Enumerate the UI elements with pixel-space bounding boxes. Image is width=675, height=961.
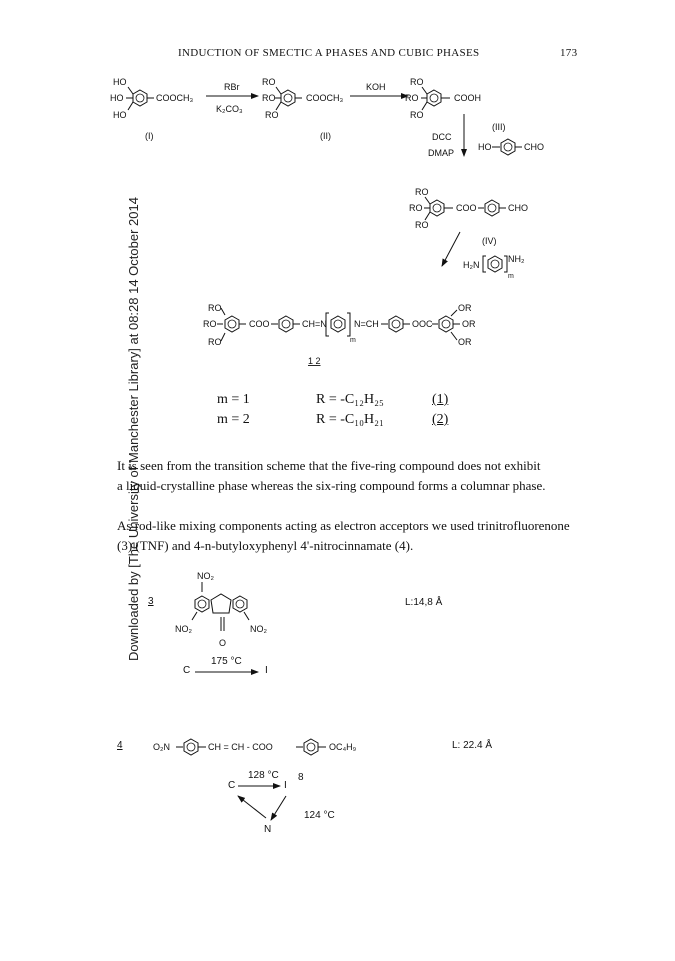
- svg-text:CHO: CHO: [508, 203, 528, 213]
- diamine: [463, 254, 525, 280]
- svg-text:COO: COO: [249, 319, 270, 329]
- compound-iii: [405, 77, 481, 120]
- svg-text:RO: RO: [265, 110, 279, 120]
- svg-text:OR: OR: [458, 303, 472, 313]
- compound-3-phase-i: I: [265, 665, 268, 676]
- svg-text:NO₂: NO₂: [175, 624, 192, 634]
- reagent-koh: KOH: [366, 82, 386, 92]
- svg-text:NH₂: NH₂: [508, 254, 525, 264]
- svg-text:NO₂: NO₂: [250, 624, 267, 634]
- svg-text:COOH: COOH: [454, 93, 481, 103]
- compound-number-1-2: 1 2: [308, 356, 321, 366]
- svg-text:CH=N: CH=N: [302, 319, 327, 329]
- paragraph-2-line-1: As rod-like mixing components acting as electron acceptors we used trinitrofluorenone: [117, 518, 570, 533]
- m-value-row-2: m = 2: [217, 412, 250, 427]
- compound-iv: [409, 187, 528, 246]
- svg-text:O₂N: O₂N: [153, 742, 170, 752]
- compound-4-temp-i-n: 124 °C: [304, 810, 335, 821]
- svg-text:RO: RO: [405, 93, 419, 103]
- compound-id-1: (1): [432, 392, 449, 407]
- compound-4-phase-n: N: [264, 824, 272, 835]
- label-i: (I): [145, 131, 154, 141]
- svg-text:RO: RO: [410, 110, 424, 120]
- svg-text:OR: OR: [462, 319, 476, 329]
- compound-3-number: 3: [148, 596, 154, 607]
- compound-4-temp-c-i: 128 °C: [248, 770, 279, 781]
- compound-3-length: L:14,8 Å: [405, 597, 443, 608]
- compound-4-structure: [153, 739, 357, 755]
- paragraph-1: [117, 456, 577, 496]
- svg-text:COO: COO: [456, 203, 477, 213]
- i-cooch3: COOCH₃: [156, 93, 194, 103]
- svg-text:RO: RO: [203, 319, 217, 329]
- compound-3-phase-c: C: [183, 665, 191, 676]
- svg-text:O: O: [219, 638, 227, 648]
- svg-text:OC₄H₉: OC₄H₉: [329, 742, 357, 752]
- compound-4-phase-c: C: [228, 780, 236, 791]
- paragraph-1-line-1: It is seen from the transition scheme that the five-ring compound does not exhibit: [117, 458, 541, 473]
- svg-text:m: m: [508, 273, 514, 280]
- i-ho-top: HO: [113, 77, 127, 87]
- svg-text:RO: RO: [208, 303, 222, 313]
- running-header-title: INDUCTION OF SMECTIC A PHASES AND CUBIC PHASES: [178, 47, 480, 59]
- m-value-row-1: m = 1: [217, 392, 250, 407]
- i-ho-bot: HO: [113, 110, 127, 120]
- svg-text:NO₂: NO₂: [197, 571, 214, 581]
- reagent-dmap: DMAP: [428, 148, 455, 158]
- svg-text:RO: RO: [409, 203, 423, 213]
- svg-text:HO: HO: [478, 142, 492, 152]
- compound-id-2: (2): [432, 412, 449, 427]
- compound-3-structure: [175, 571, 268, 648]
- svg-text:OR: OR: [458, 337, 472, 347]
- paragraph-2-line-2: (3) (TNF) and 4-n-butyloxyphenyl 4'-nitrocinnamate (4).: [117, 538, 414, 553]
- svg-text:H₂N: H₂N: [463, 260, 480, 270]
- svg-text:RO: RO: [262, 77, 276, 87]
- svg-text:RO: RO: [415, 220, 429, 230]
- svg-text:RO: RO: [208, 337, 222, 347]
- svg-text:COOCH₃: COOCH₃: [306, 93, 344, 103]
- page-number: 173: [560, 47, 578, 59]
- reagent-k2co3: K₂CO₃: [216, 104, 243, 114]
- svg-text:m: m: [350, 337, 356, 344]
- compound-3-temperature: 175 °C: [211, 656, 242, 667]
- compound-4-eight: 8: [298, 772, 304, 783]
- svg-text:RO: RO: [410, 77, 424, 87]
- svg-text:N=CH: N=CH: [354, 319, 379, 329]
- i-ho-mid: HO: [110, 93, 124, 103]
- svg-text:RO: RO: [415, 187, 429, 197]
- compound-i: [110, 77, 193, 141]
- compound-4-phase-i: I: [284, 780, 287, 791]
- svg-text:CH = CH - COO: CH = CH - COO: [208, 742, 273, 752]
- paragraph-1-line-2: a liquid-crystalline phase whereas the six-ring compound forms a columnar phase.: [117, 478, 546, 493]
- hydroxybenzaldehyde: [478, 139, 544, 155]
- compound-4-length: L: 22.4 Å: [452, 740, 493, 751]
- r-value-row-1: R = -C₁₂H₂₅: [316, 392, 384, 407]
- label-iii: (III): [492, 122, 506, 132]
- reagent-rbr: RBr: [224, 82, 240, 92]
- compound-4-number: 4: [117, 740, 123, 751]
- r-value-row-2: R = -C₁₀H₂₁: [316, 412, 384, 427]
- paragraph-2: [117, 516, 587, 556]
- reagent-dcc: DCC: [432, 132, 452, 142]
- label-ii: (II): [320, 131, 331, 141]
- svg-text:RO: RO: [262, 93, 276, 103]
- download-watermark: Downloaded by [The University of Manchester Library] at 08:28 14 October 2014: [126, 197, 141, 661]
- svg-text:OOC: OOC: [412, 319, 433, 329]
- compound-1-2: [203, 303, 476, 366]
- svg-text:CHO: CHO: [524, 142, 544, 152]
- label-iv: (IV): [482, 236, 497, 246]
- compound-ii: [262, 77, 343, 141]
